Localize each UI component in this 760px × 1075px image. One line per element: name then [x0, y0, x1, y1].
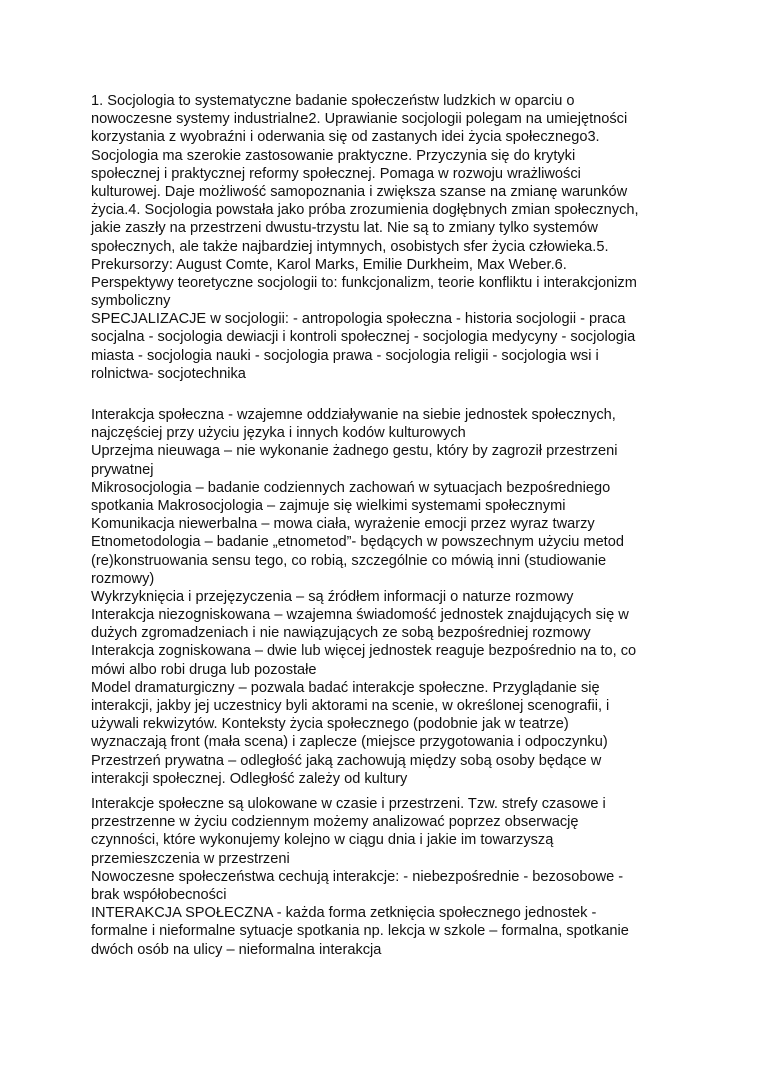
text-line: Wykrzyknięcia i przejęzyczenia – są źródłem informacji o naturze rozmowy: [91, 588, 574, 605]
text-line: spotkania Makrosocjologia – zajmuje się wielkimi systemami społecznymi: [91, 497, 566, 514]
text-line: Interakcje społeczne są ulokowane w czasie i przestrzeni. Tzw. strefy czasowe i: [91, 796, 606, 812]
text-line: czynności, które wykonujemy kolejno w ciągu dnia i jakie im towarzyszą: [91, 832, 554, 849]
text-line: miasta - socjologia nauki - socjologia prawa - socjologia religii - socjologia wsi i: [91, 347, 599, 364]
text-line: wyznaczają front (mała scena) i zaplecze (miejsce przygotowania i odpoczynku): [91, 734, 608, 751]
text-line: mówi albo robi druga lub pozostałe: [91, 661, 317, 678]
text-line: Interakcja niezogniskowana – wzajemna świadomość jednostek znajdujących się w: [91, 607, 629, 624]
text-line: nowoczesne systemy industrialne2. Uprawianie socjologii polegam na umiejętności: [91, 111, 628, 128]
text-line: Socjologia ma szerokie zastosowanie praktyczne. Przyczynia się do krytyki: [91, 147, 576, 164]
text-line: formalne i nieformalne sytuacje spotkania np. lekcja w szkole – formalna, spotkanie: [91, 923, 629, 940]
text-line: korzystania z wyobraźni i oderwania się od zastanych idei życia społecznego3.: [91, 129, 600, 146]
text-line: brak współobecności: [91, 886, 227, 903]
text-line: dwóch osób na ulicy – nieformalna interakcja: [91, 941, 382, 958]
text-line: życia.4. Socjologia powstała jako próba zrozumienia dogłębnych zmian społecznych,: [91, 202, 639, 219]
text-line: dużych zgromadzeniach i nie nawiązujących ze sobą bezpośredniej rozmowy: [91, 625, 591, 642]
text-line: kulturowej. Daje możliwość samopoznania i zwiększa szanse na zmianę warunków: [91, 183, 628, 200]
text-line: Interakcja zogniskowana – dwie lub więcej jednostek reaguje bezpośrednio na to, co: [91, 643, 637, 660]
text-block-intro: [91, 92, 681, 383]
text-line: Uprzejma nieuwaga – nie wykonanie żadnego gestu, który by zagroził przestrzeni: [91, 443, 618, 460]
text-line: (re)konstruowania sensu tego, co robią, szczególnie co mówią inni (studiowanie: [91, 552, 607, 569]
text-line: społecznych, ale także najbardziej intymnych, osobistych sfer życia człowieka.5.: [91, 238, 609, 255]
text-line: INTERAKCJA SPOŁECZNA - każda forma zetknięcia społecznego jednostek -: [91, 905, 597, 922]
text-block-interaction-terms: [91, 406, 681, 788]
text-line: Komunikacja niewerbalna – mowa ciała, wyrażenie emocji przez wyraz twarzy: [91, 516, 595, 533]
text-line: rozmowy): [91, 570, 155, 587]
text-block-time-space: [91, 795, 681, 959]
text-line: rolnictwa- socjotechnika: [91, 365, 246, 382]
text-line: Interakcja społeczna - wzajemne oddziaływanie na siebie jednostek społecznych,: [91, 407, 616, 423]
text-line: socjalna - socjologia dewiacji i kontroli społecznej - socjologia medycyny - socjologia: [91, 329, 636, 346]
text-line: Prekursorzy: August Comte, Karol Marks, Emilie Durkheim, Max Weber.6.: [91, 256, 567, 273]
text-line: używali rekwizytów. Konteksty życia społecznego (podobnie jak w teatrze): [91, 716, 569, 733]
text-line: społecznej i praktycznej reformy społecznej. Pomaga w rozwoju wrażliwości: [91, 165, 581, 182]
text-line: symboliczny: [91, 293, 171, 310]
text-line: Mikrosocjologia – badanie codziennych zachowań w sytuacjach bezpośredniego: [91, 479, 611, 496]
text-line: SPECJALIZACJE w socjologii: - antropologia społeczna - historia socjologii - praca: [91, 311, 626, 328]
text-line: prywatnej: [91, 461, 154, 478]
text-line: przestrzenne w życiu codziennym możemy analizować poprzez obserwację: [91, 814, 579, 831]
text-line: Etnometodologia – badanie „etnometod”- będących w powszechnym użyciu metod: [91, 534, 624, 551]
text-line: interakcji, jakby jej uczestnicy byli aktorami na scenie, w określonej scenografii, i: [91, 698, 610, 714]
text-line: przemieszczenia w przestrzeni: [91, 850, 290, 867]
text-line: najczęściej przy użyciu języka i innych kodów kulturowych: [91, 425, 466, 442]
text-line: interakcji społecznej. Odległość zależy od kultury: [91, 770, 408, 787]
text-line: Przestrzeń prywatna – odległość jaką zachowują między sobą osoby będące w: [91, 752, 602, 769]
text-line: jakie zaszły na przestrzeni dwustu-trzystu lat. Nie są to zmiany tylko systemów: [91, 220, 598, 237]
text-line: Perspektywy teoretyczne socjologii to: funkcjonalizm, teorie konfliktu i interakcjonizm: [91, 274, 637, 291]
text-line: Model dramaturgiczny – pozwala badać interakcje społeczne. Przyglądanie się: [91, 679, 600, 696]
text-line: 1. Socjologia to systematyczne badanie społeczeństw ludzkich w oparciu o: [91, 93, 575, 109]
text-line: Nowoczesne społeczeństwa cechują interakcje: - niebezpośrednie - bezosobowe -: [91, 868, 624, 885]
